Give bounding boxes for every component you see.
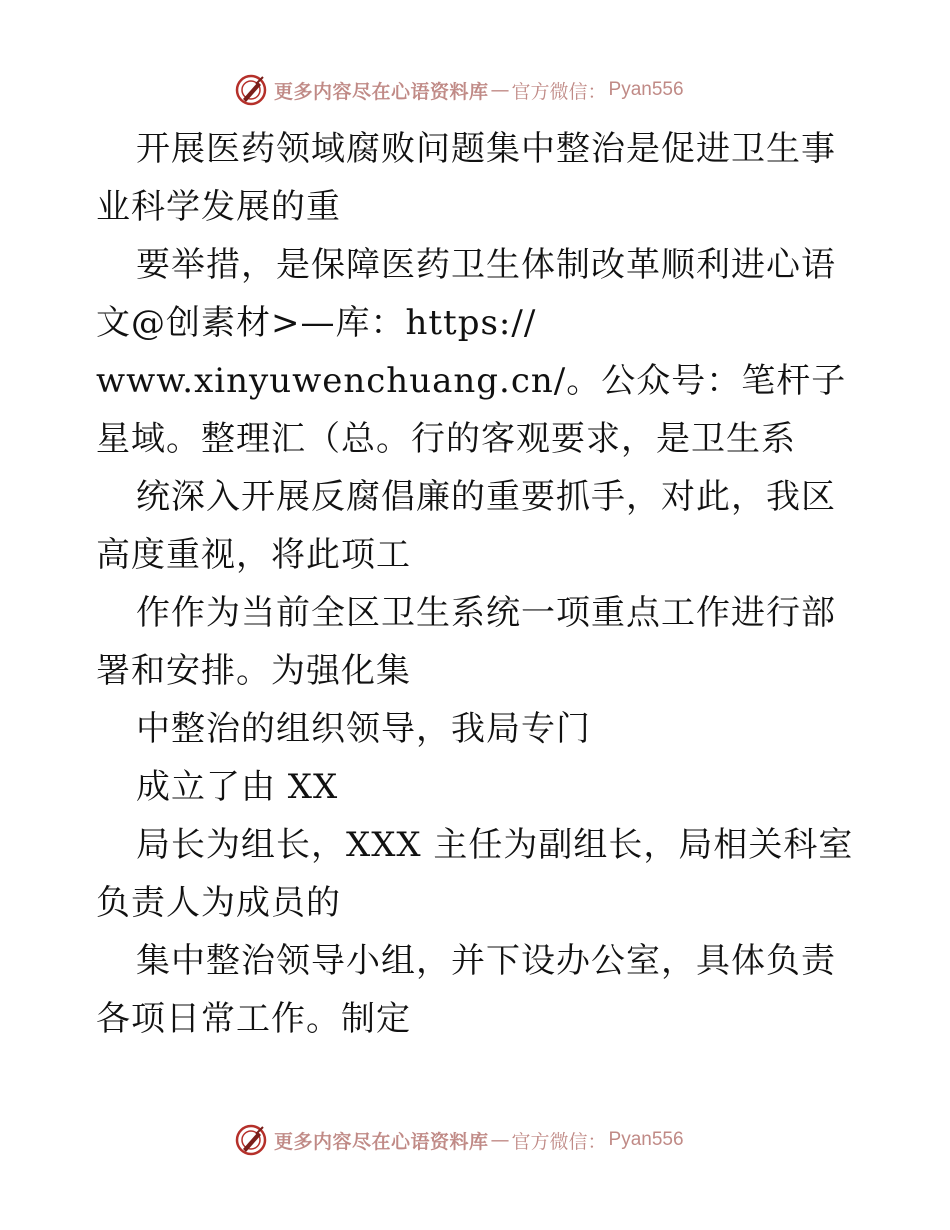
paragraph: www.xinyuwenchuang.cn/。公众号：笔杆子星域。整理汇（总。行的客观要求，是卫生系 xyxy=(96,361,847,459)
paragraph: 局长为组长，XXX 主任为副组长，局相关科室负责人为成员的 xyxy=(96,825,854,923)
wechat-handle: Pyan556 xyxy=(608,1129,684,1150)
quill-pen-logo-icon xyxy=(234,73,268,107)
paragraph: 集中整治领导小组，并下设办公室，具体负责各项日常工作。制定 xyxy=(96,941,836,1039)
paragraph: 中整治的组织领导，我局专门 xyxy=(136,709,591,749)
paragraph: 成立了由 XX xyxy=(136,767,339,807)
paragraph: 要举措，是保障医药卫生体制改革顺利进心语文@创素材>—库：https:// xyxy=(96,245,836,343)
wechat-label: 官方微信： xyxy=(511,80,607,103)
footer-watermark xyxy=(234,1122,684,1158)
paragraph: 开展医药领域腐败问题集中整治是促进卫生事业科学发展的重 xyxy=(96,129,836,227)
wechat-handle: Pyan556 xyxy=(608,79,684,100)
separator: — xyxy=(490,1129,510,1151)
quill-pen-logo-icon xyxy=(234,1123,268,1157)
paragraph: 统深入开展反腐倡廉的重要抓手，对此，我区高度重视，将此项工 xyxy=(96,477,836,575)
brand-text: 更多内容尽在心语资料库 xyxy=(274,80,489,103)
separator: — xyxy=(490,79,510,101)
paragraph: 作作为当前全区卫生系统一项重点工作进行部署和安排。为强化集 xyxy=(96,593,836,691)
header-watermark xyxy=(234,72,684,108)
document-body xyxy=(96,120,866,1048)
brand-text: 更多内容尽在心语资料库 xyxy=(274,1130,489,1153)
wechat-label: 官方微信： xyxy=(511,1130,607,1153)
